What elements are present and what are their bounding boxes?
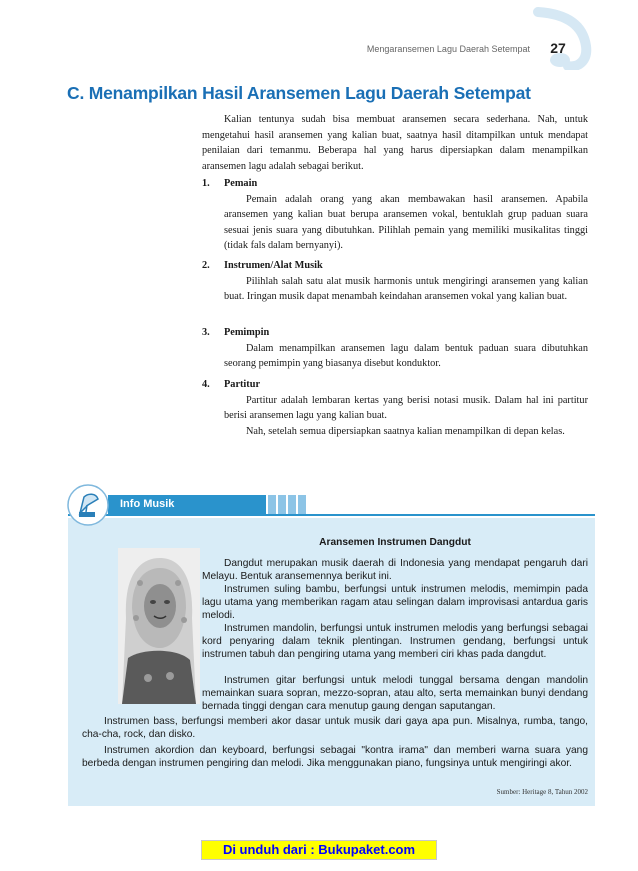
section-title: C. Menampilkan Hasil Aransemen Lagu Daerah Setempat	[67, 83, 531, 103]
item-number: 4.	[202, 379, 210, 390]
info-tab-bar	[108, 495, 595, 515]
info-paragraph: Dangdut merupakan musik daerah di Indonesia yang mendapat pengaruh dari Melayu. Bentuk aransemennya berikut ini.	[202, 558, 588, 583]
tab-stripe	[268, 495, 276, 515]
tab-stripe	[298, 495, 306, 515]
item-number: 1.	[202, 178, 210, 189]
music-note-icon	[528, 6, 598, 70]
info-paragraph: Instrumen bass, berfungsi memberi akor dasar untuk musik dari gaya apa pun. Misalnya, rumba, tango, cha-cha, rock, dan disko.	[82, 716, 588, 741]
item-heading: Pemain	[224, 178, 258, 189]
info-source: Sumber: Heritage 8, Tahun 2002	[496, 788, 588, 796]
info-title: Aransemen Instrumen Dangdut	[319, 537, 471, 548]
item-text: Pilihlah salah satu alat musik harmonis untuk mengiringi aransemen yang kalian buat. Iringan musik dapat menambah keindahan aransemen vokal yang kalian buat.	[224, 275, 588, 303]
item-text: Dalam menampilkan aransemen lagu dalam bentuk paduan suara dibutuhkan seorang pemimpin yang biasanya disebut konduktor.	[224, 342, 588, 370]
info-paragraph: Instrumen gitar berfungsi untuk melodi tunggal bersama dengan mandolin memainkan suara sopran, mezzo-sopran, atau alto, serta memainkan bunyi dendang bernada tinggi dengan cara menutup gaung dengan saputangan.	[202, 675, 588, 713]
item-number: 3.	[202, 327, 210, 338]
list-item	[202, 258, 588, 320]
info-tab-label: Info Musik	[120, 498, 175, 510]
running-title: Mengaransemen Lagu Daerah Setempat	[366, 44, 530, 54]
tab-stripe	[288, 495, 296, 515]
singer-photo	[118, 548, 200, 704]
info-paragraph: Instrumen suling bambu, berfungsi untuk instrumen melodis, memimpin pada lagu utama yang memberikan ragam atau selingan dalam improvisasi antardua garis melodi.	[202, 584, 588, 622]
intro-paragraph: Kalian tentunya sudah bisa membuat aransemen secara sederhana. Nah, untuk mengetahui hasil aransemen yang kalian buat, saatnya hasil ditampilkan untuk mendapat penilaian dari temanmu. Beberapa hal yang harus dipersiapkan dalam menampilkan aransemen lagu adalah sebagai berikut.	[202, 114, 588, 172]
tab-stripe	[278, 495, 286, 515]
info-paragraph: Instrumen akordion dan keyboard, berfungsi sebagai "kontra irama" dan memberi warna suara yang berbeda dengan instrumen pengiring dan melodi. Jika menggunakan piano, fungsinya untuk mengiringi akor.	[82, 745, 588, 770]
info-tab	[108, 495, 266, 515]
page-number: 27	[550, 40, 566, 56]
list-item	[202, 377, 588, 457]
page-header	[0, 0, 638, 70]
item-text: Partitur adalah lembaran kertas yang berisi notasi musik. Dalam hal ini partitur berisi aransemen lagu yang kalian buat.	[224, 394, 588, 422]
item-text: Pemain adalah orang yang akan membawakan hasil aransemen. Apabila aransemen yang kalian buat berupa aransemen vokal, bentuklah grup paduan suara sesuai jenis suara yang dibutuhkan. Pilihlah pemain yang memiliki musikalitas tinggi (tidak fals dalam bernyanyi).	[224, 193, 588, 252]
item-text-continued: Nah, setelah semua dipersiapkan saatnya kalian menampilkan di depan kelas.	[246, 425, 565, 437]
list-item	[202, 325, 588, 373]
item-heading: Partitur	[224, 379, 261, 390]
download-banner[interactable]: Di unduh dari : Bukupaket.com	[201, 840, 437, 860]
item-heading: Pemimpin	[224, 327, 270, 338]
item-heading: Instrumen/Alat Musik	[224, 260, 323, 271]
gramophone-icon	[66, 483, 110, 527]
list-item	[202, 176, 588, 256]
item-number: 2.	[202, 260, 210, 271]
info-paragraph: Instrumen mandolin, berfungsi untuk instrumen melodis yang berfungsi sebagai kord penyaring dalam teknik plentingan. Instrumen gendang, berfungsi untuk instrumen tabuh dan pengiring utama yang memberi ciri khas pada dangdut.	[202, 623, 588, 661]
info-rule	[68, 514, 595, 516]
